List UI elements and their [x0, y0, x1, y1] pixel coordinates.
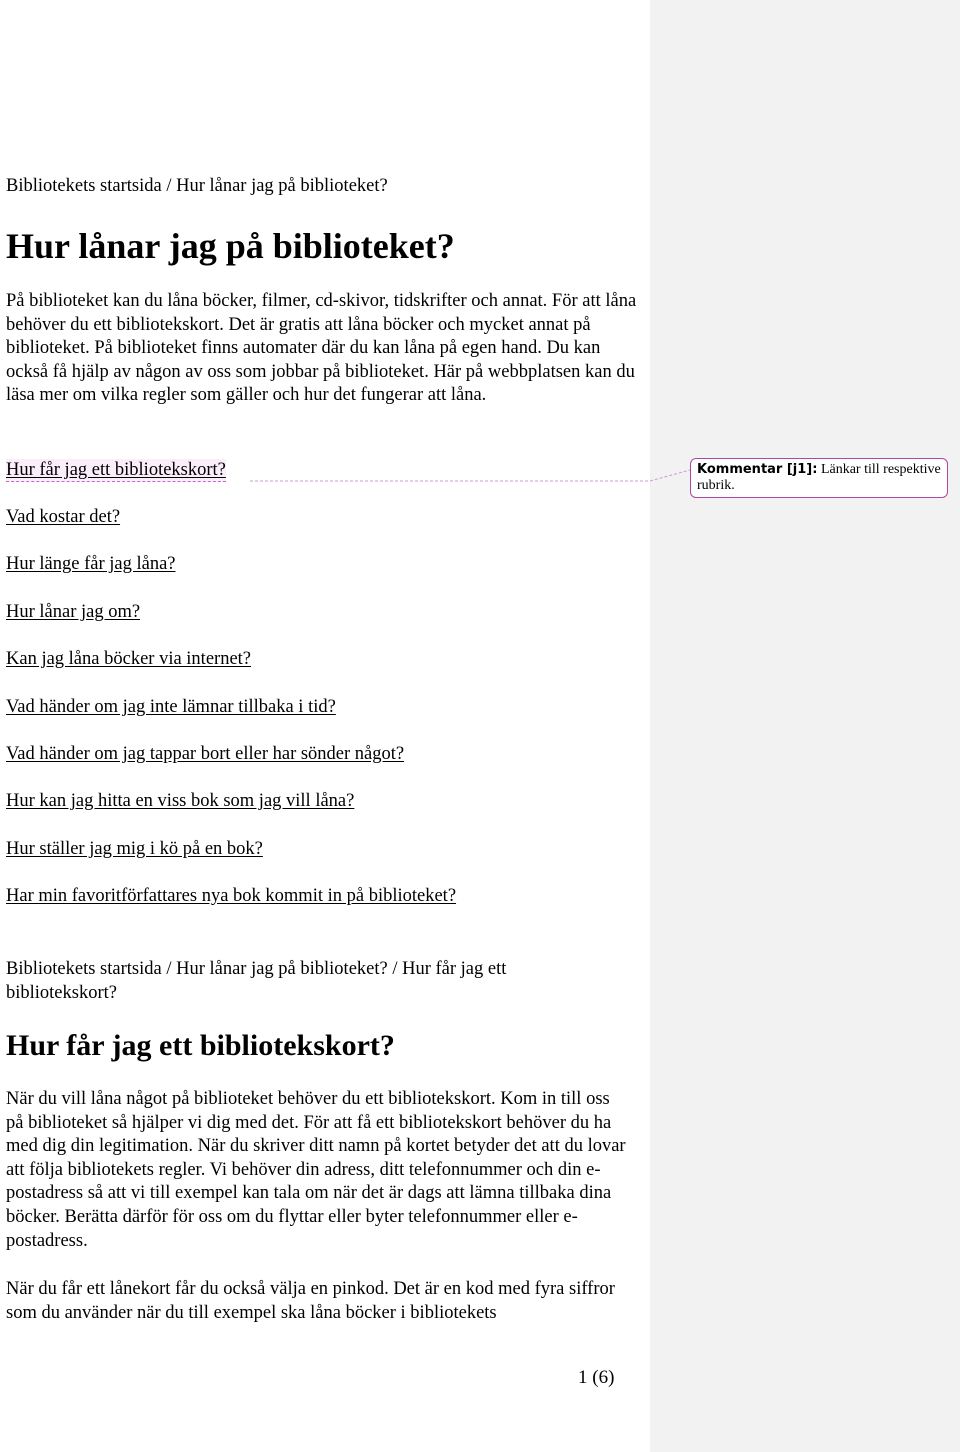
link-favorite-author[interactable]: Har min favoritförfattares nya bok kommit in på biblioteket? [6, 886, 457, 906]
comment-label: Kommentar [j1]: [697, 462, 818, 477]
breadcrumb-home[interactable]: Bibliotekets startsida [6, 176, 162, 196]
link-late-return[interactable]: Vad händer om jag inte lämnar tillbaka i tid? [6, 697, 336, 717]
library-card-paragraph: När du vill låna något på biblioteket behöver du ett bibliotekskort. Kom in till oss på biblioteket så hjälper vi dig med det. För att få ett bibliotekskort behöver du ha med dig din legitimation. När du skriver ditt namn på kortet betyder det att du lovar att följa bibliotekets regler. Vi behöver din adress, ditt telefonnummer och din e-postadress så att vi till exempel kan tala om när det är dags att lämna tillbaka dina böcker. Berätta därför för oss om du flyttar eller byter telefonnummer eller e-postadress. [6, 1089, 626, 1251]
pincode-paragraph: När du får ett lånekort får du också välja en pinkod. Det är en kod med fyra siffror som du använder när du till exempel ska låna böcker i bibliotekets [6, 1279, 615, 1323]
page-title: Hur lånar jag på biblioteket? [6, 226, 455, 266]
link-renew[interactable]: Hur lånar jag om? [6, 602, 141, 622]
link-library-card[interactable]: Hur får jag ett bibliotekskort? [6, 460, 226, 480]
breadcrumb-2-parent[interactable]: Hur lånar jag på biblioteket? [176, 959, 388, 979]
comment-margin-pane [650, 0, 960, 1452]
breadcrumb-2 [6, 957, 596, 1005]
link-find-book[interactable]: Hur kan jag hitta en viss bok som jag vill låna? [6, 791, 355, 811]
breadcrumb-2-separator: / [387, 959, 403, 979]
link-borrow-online[interactable]: Kan jag låna böcker via internet? [6, 649, 252, 669]
link-reserve-book[interactable]: Hur ställer jag mig i kö på en bok? [6, 839, 263, 859]
breadcrumb-2-current: Hur får jag ett bibliotekskort? [6, 959, 507, 1003]
page-number: 1 (6) [578, 1367, 615, 1388]
link-lost-damaged[interactable]: Vad händer om jag tappar bort eller har sönder något? [6, 744, 405, 764]
comment-text: Länkar till respektive rubrik. [697, 462, 941, 493]
breadcrumb-separator: / [161, 176, 177, 196]
breadcrumb-2-separator: / [161, 959, 177, 979]
breadcrumb [6, 174, 606, 198]
comment-balloon[interactable] [690, 458, 948, 498]
link-loan-period[interactable]: Hur länge får jag låna? [6, 554, 176, 574]
section-title: Hur får jag ett bibliotekskort? [6, 1029, 395, 1062]
link-cost[interactable]: Vad kostar det? [6, 507, 121, 527]
breadcrumb-2-home[interactable]: Bibliotekets startsida [6, 959, 162, 979]
breadcrumb-current: Hur lånar jag på biblioteket? [176, 176, 388, 196]
intro-paragraph: På biblioteket kan du låna böcker, filmer, cd-skivor, tidskrifter och annat. För att låna behöver du ett bibliotekskort. Det är gratis att låna böcker och mycket annat på biblioteket. På biblioteket finns automater där du kan låna på egen hand. Du kan också få hjälp av någon av oss som jobbar på biblioteket. Här på webbplatsen kan du läsa mer om vilka regler som gäller och hur det fungerar att låna. [6, 291, 637, 406]
